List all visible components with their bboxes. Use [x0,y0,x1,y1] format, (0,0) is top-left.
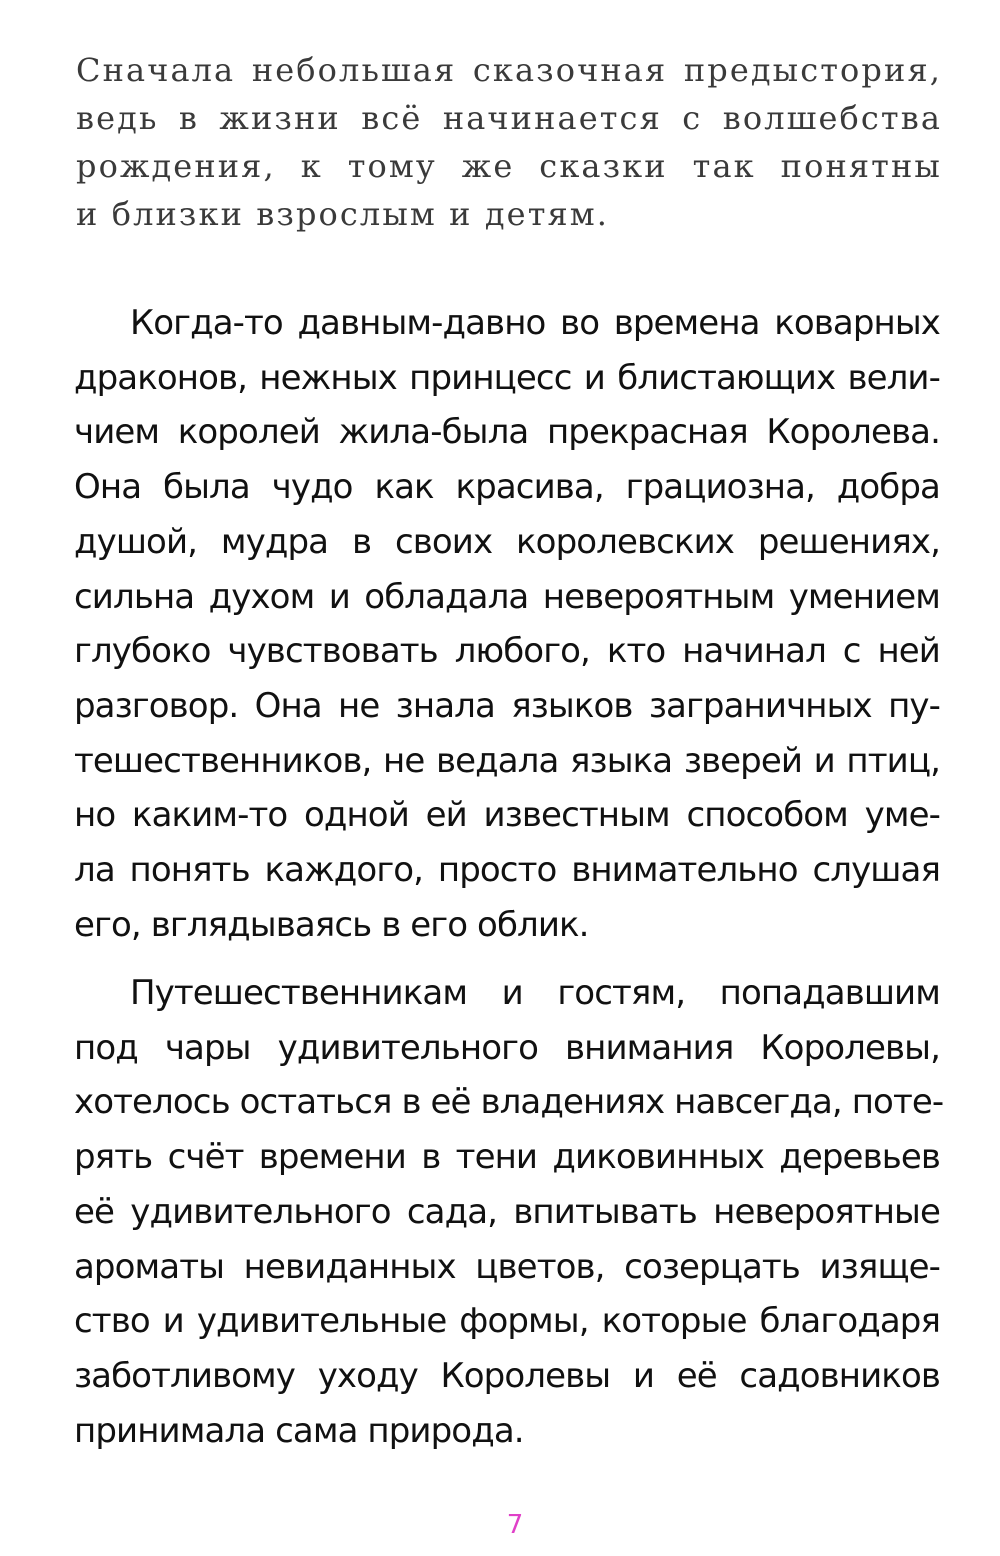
paragraph-line: ство и удивительные формы, которые благодаря [74,1301,940,1342]
story-paragraph-2 [74,966,944,1458]
paragraph-line: драконов, нежных принцесс и блистающих вели- [74,357,940,398]
intro-line: ведь в жизни всё начинается с волшебства [76,99,942,137]
paragraph-line: Путешественникам и гостям, попадавшим [130,973,940,1013]
intro-line: и близки взрослым и детям. [76,195,610,233]
paragraph-line: её удивительного сада, впитывать невероятные [74,1191,940,1232]
intro-line: рождения, к тому же сказки так понятны [76,147,942,185]
paragraph-line: душой, мудра в своих королевских решениях, [74,521,940,562]
paragraph-line: заботливому уходу Королевы и её садовников [74,1355,940,1396]
paragraph-line: его, вглядываясь в его облик. [74,904,589,945]
page-number: 7 [506,1510,524,1540]
paragraph-line: глубоко чувствовать любого, кто начинал с ней [74,631,940,672]
paragraph-line: хотелось остаться в её владениях навсегда, поте- [74,1082,944,1123]
intro-line: Сначала небольшая сказочная предыстория, [76,51,942,89]
paragraph-line: ла понять каждого, просто внимательно слушая [74,850,940,891]
paragraph-line: но каким-то одной ей известным способом уме- [74,795,940,836]
paragraph-line: под чары удивительного внимания Королевы, [74,1027,940,1068]
paragraph-line: тешественников, не ведала языка зверей и птиц, [74,740,940,781]
paragraph-line: ароматы невиданных цветов, созерцать изяще- [74,1246,940,1287]
story-paragraph-1 [74,296,940,952]
paragraph-line: Когда-то давным-давно во времена коварных [130,303,940,343]
paragraph-line: чием королей жила-была прекрасная Королева. [74,412,940,453]
paragraph-line: принимала сама природа. [74,1410,524,1451]
paragraph-line: рять счёт времени в тени диковинных деревьев [74,1137,940,1178]
paragraph-line: сильна духом и обладала невероятным умением [74,576,940,617]
intro-paragraph [76,46,942,238]
paragraph-line: разговор. Она не знала языков заграничных пу- [74,685,940,726]
paragraph-line: Она была чудо как красива, грациозна, добра [74,467,940,508]
